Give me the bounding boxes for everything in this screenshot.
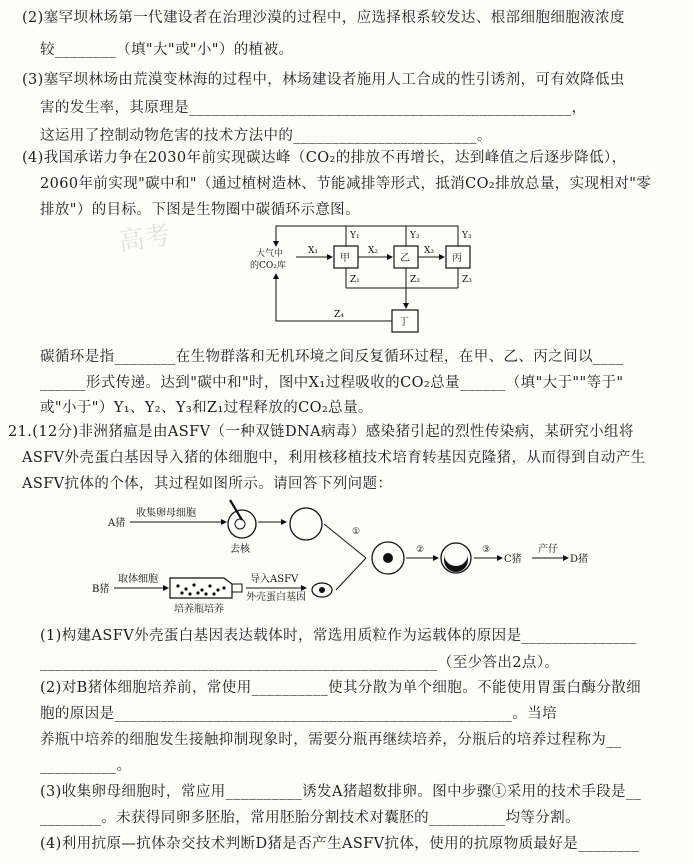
label-step2: ②: [416, 545, 425, 555]
text-line: ________。未获得同卵多胚胎，常用胚胎分割技术对囊胚的__________均等分割。: [40, 810, 580, 826]
label-y1: Y₁: [350, 231, 360, 241]
y-return-line: [276, 226, 346, 246]
label-take-cells: 取体细胞: [118, 574, 158, 585]
text-line: ______形式传递。达到"碳中和"时，图中X₁过程吸收的CO₂总量______（填"大于""等于": [40, 375, 624, 391]
text-line: 21.(12分)非洲猪瘟是由ASFV（一种双链DNA病毒）感染猪引起的烈性传染病，某研究小组将: [8, 424, 634, 440]
label-x2: X₂: [368, 246, 379, 256]
label-z3: Z₃: [462, 275, 472, 285]
text-line: 胞的原因是____________________________________________________。当培: [40, 706, 557, 722]
label-bing: 丙: [452, 253, 462, 264]
label-coat-gene: 外壳蛋白基因: [246, 592, 306, 603]
label-enucleate: 去核: [230, 544, 250, 555]
flask-cells: [176, 583, 225, 595]
atmosphere-label-1: 大气中: [256, 249, 284, 259]
pig-cloning-diagram: [90, 494, 610, 620]
label-step3: ③: [482, 545, 491, 555]
oocyte-nucleus: [235, 519, 245, 529]
label-z2: Z₂: [410, 275, 420, 285]
label-z1: Z₁: [350, 275, 360, 285]
label-yi: 乙: [400, 253, 410, 264]
line-fusion-bottom: [336, 558, 366, 590]
reconstructed-nucleus: [383, 553, 393, 563]
watermark: 高考: [116, 219, 173, 257]
label-x3: X₃: [424, 246, 435, 256]
carbon-cycle-diagram: [246, 218, 486, 338]
label-y2: Y₂: [410, 231, 420, 241]
text-line: 排放"）的目标。下图是生物圈中碳循环示意图。: [40, 202, 360, 218]
somatic-nucleus: [319, 587, 325, 593]
atmosphere-label-2: 的CO₂库: [250, 261, 286, 271]
blastocyst-inner-mass: [444, 554, 468, 572]
text-line: (4)我国承诺力争在2030年前实现碳达峰（CO₂的排放不再增长，达到峰值之后逐步降低），: [22, 150, 627, 166]
text-line: (4)利用抗原—抗体杂交技术判断D猪是否产生ASFV抗体，使用的抗原物质最好是________: [40, 836, 640, 852]
text-line: (3)塞罕坝林场由荒漠变林海的过程中，林场建设者施用人工合成的性引诱剂，可有效降低虫: [22, 72, 625, 88]
text-line: 碳循环是指________在生物群落和无机环境之间反复循环过程，在甲、乙、丙之间以____: [40, 349, 624, 365]
label-birth: 产仔: [538, 544, 558, 555]
label-import-asfv: 导入ASFV: [250, 574, 299, 585]
text-line: __________。: [40, 758, 132, 774]
label-collect-oocyte: 收集卵母细胞: [136, 508, 196, 519]
label-pig-b: B猪: [92, 584, 110, 595]
text-line: 较________（填"大"或"小"）的植被。: [40, 42, 294, 58]
label-pig-a: A猪: [108, 518, 126, 529]
label-step1: ①: [352, 527, 361, 537]
text-line: 这运用了控制动物危害的技术方法中的________________________。: [40, 128, 492, 144]
label-pig-c: C猪: [504, 554, 522, 565]
text-line: ____________________________________________________（至少答出2点）。: [40, 655, 560, 671]
text-line: 或"小于"）Y₁、Y₂、Y₃和Z₁过程释放的CO₂总量。: [40, 400, 373, 416]
text-line: 害的发生率，其原理是__________________________________________________，: [40, 100, 587, 116]
label-culture: 培养瓶培养: [174, 604, 224, 615]
flask-neck: [232, 584, 242, 592]
text-line: (2)对B猪体细胞培养前，常使用__________使其分散为单个细胞。不能使用胃蛋白酶分散细: [40, 680, 641, 696]
text-line: (2)塞罕坝林场第一代建设者在治理沙漠的过程中，应选择根系较发达、根部细胞细胞液浓度: [22, 10, 625, 26]
label-x1: X₁: [308, 246, 319, 256]
text-line: ASFV外壳蛋白基因导入猪的体细胞中，利用核移植技术培育转基因克隆猪，从而得到自动产生: [22, 450, 646, 466]
text-line: 养瓶中培养的细胞发生接触抑制现象时，需要分瓶再继续培养，分瓶后的培养过程称为__: [40, 732, 622, 748]
label-pig-d: D猪: [570, 554, 589, 565]
text-line: ASFV抗体的个体，其过程如图所示。请回答下列问题：: [22, 476, 393, 492]
text-line: (1)构建ASFV外壳蛋白基因表达载体时，常选用质粒作为运载体的原因是_______________: [40, 628, 637, 644]
label-z4: Z₄: [334, 310, 344, 320]
label-jia: 甲: [340, 253, 350, 264]
enucleated-oocyte: [290, 508, 322, 540]
text-line: (3)收集卵母细胞时，常应用__________诱发A猪超数排卵。图中步骤①采用的技术手段是__: [40, 784, 642, 800]
label-y3: Y₃: [462, 231, 472, 241]
text-line: 2060年前实现"碳中和"（通过植树造林、节能减排等形式，抵消CO₂排放总量，实现相对"零: [40, 176, 652, 192]
label-ding: 丁: [399, 317, 409, 328]
